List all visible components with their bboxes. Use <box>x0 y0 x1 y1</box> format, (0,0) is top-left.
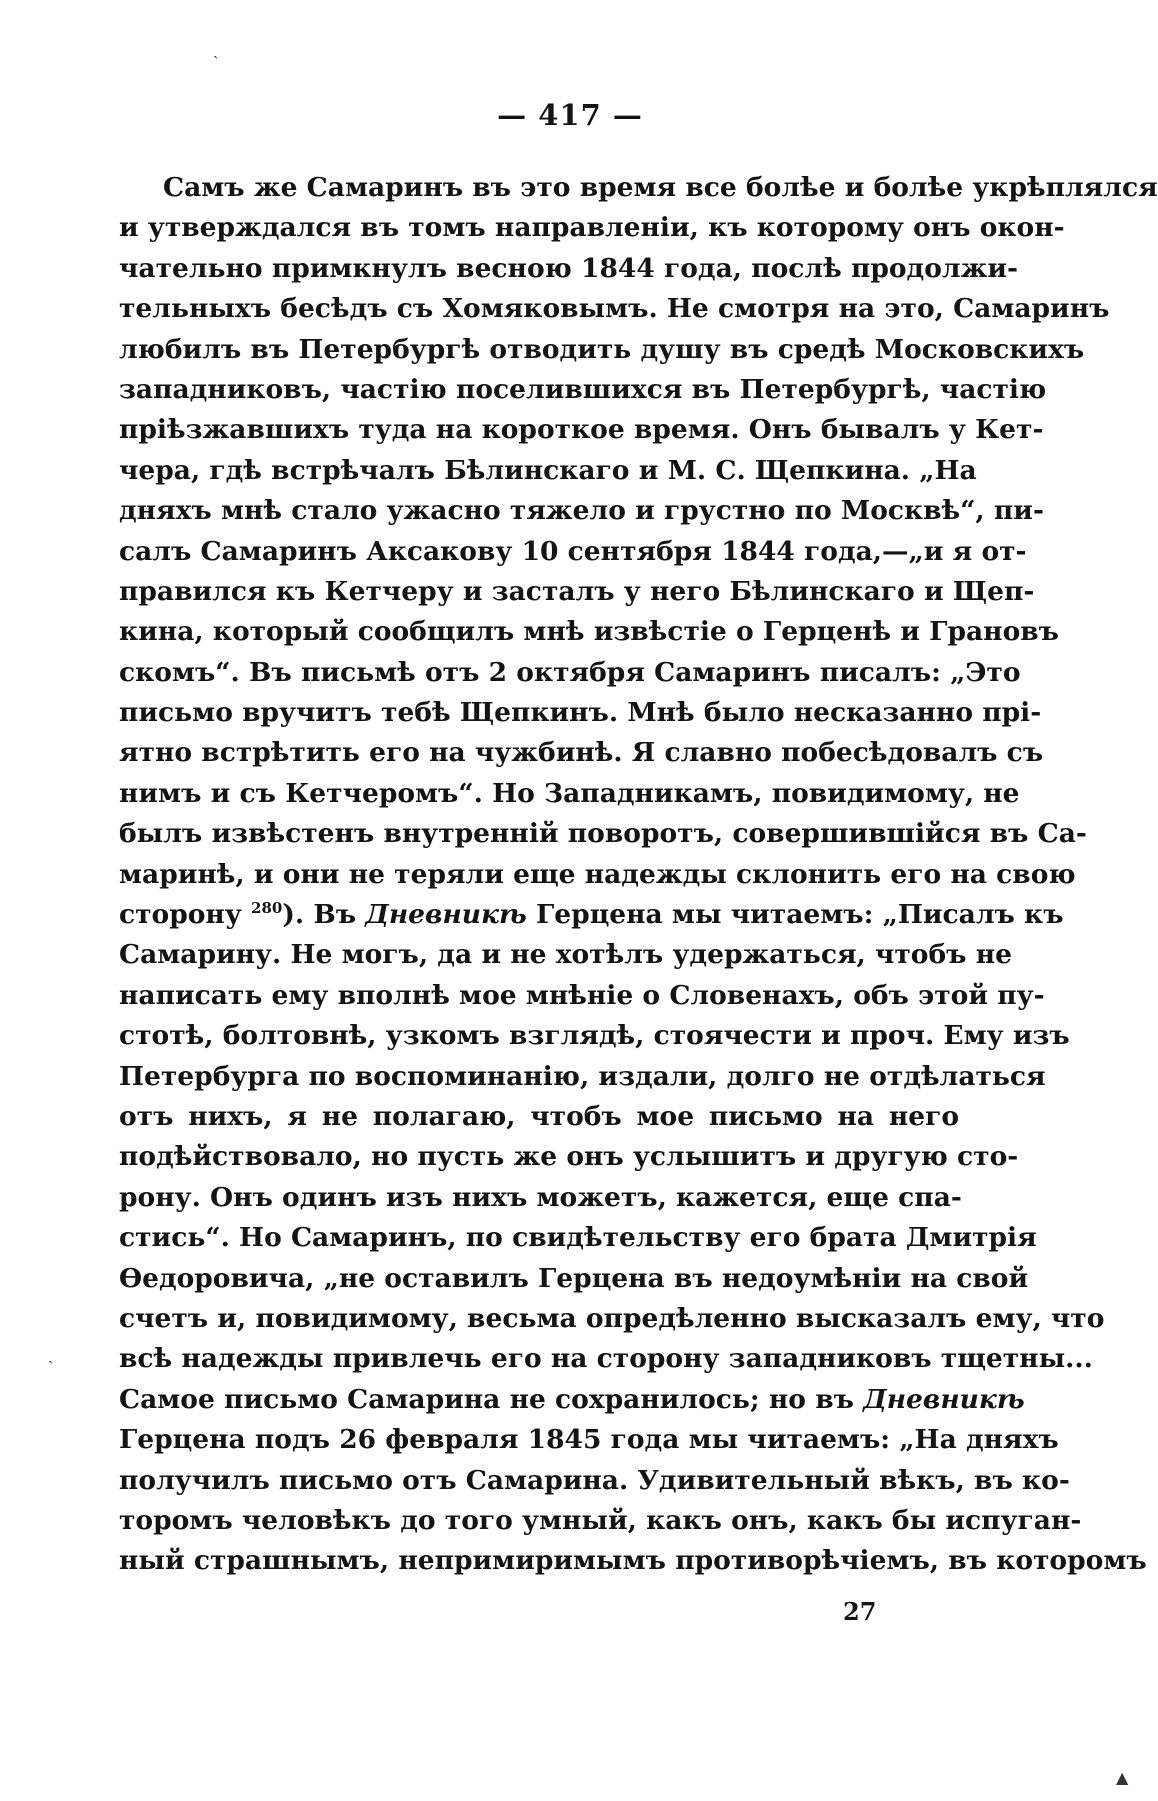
text-line: Герцена подъ 26 февраля 1845 года мы читаемъ: „На дняхъ <box>119 1424 1059 1456</box>
text-line: ный страшнымъ, непримиримымъ противорѣчіемъ, въ которомъ <box>119 1545 1147 1577</box>
text-line: ятно встрѣтить его на чужбинѣ. Я славно побесѣдовалъ съ <box>119 737 1044 769</box>
text-line: и утверждался въ томъ направленіи, къ которому онъ окон- <box>119 212 1065 244</box>
text-line: Петербурга по воспоминанію, издали, долго не отдѣлаться <box>119 1060 1046 1092</box>
text-line: маринѣ, и они не теряли еще надежды склонить его на свою <box>119 858 1076 890</box>
text-line: Самъ же Самаринъ въ это время все болѣе и болѣе укрѣплялся <box>163 172 1158 203</box>
text-line: скомъ“. Въ письмѣ отъ 2 октября Самаринъ писалъ: „Это <box>119 656 1021 688</box>
body-text <box>119 168 1158 1582</box>
text-run: сторону <box>119 899 252 931</box>
text-run: Герцена мы читаемъ: „Писалъ къ <box>526 899 1064 931</box>
text-line: любилъ въ Петербургѣ отводить душу въ средѣ Московскихъ <box>119 333 1085 365</box>
text-line: чательно примкнулъ весною 1844 года, послѣ продолжи- <box>119 252 1018 284</box>
text-line: чера, гдѣ встрѣчалъ Бѣлинскаго и М. С. Щепкина. „На <box>119 454 977 486</box>
text-line: отъ нихъ, я не полагаю, чтобъ мое письмо на него <box>119 1100 959 1132</box>
page-number: — 417 — <box>497 98 643 132</box>
italic-title: Дневникѣ <box>863 1383 1025 1415</box>
printer-signature-mark: 27 <box>843 1597 877 1626</box>
text-line: западниковъ, частію поселившихся въ Петербургѣ, частію <box>119 373 1047 405</box>
text-line: стотѣ, болтовнѣ, узкомъ взглядѣ, стоячести и проч. Ему изъ <box>119 1020 1070 1052</box>
text-line: правился къ Кетчеру и засталъ у него Бѣлинскаго и Щеп- <box>119 575 1035 607</box>
text-line: письмо вручитъ тебѣ Щепкинъ. Мнѣ было несказанно прі- <box>119 697 1042 729</box>
text-line: былъ извѣстенъ внутренній поворотъ, совершившійся въ Са- <box>119 818 1087 850</box>
text-line: тельныхъ бесѣдъ съ Хомяковымъ. Не смотря на это, Самаринъ <box>119 293 1110 325</box>
text-line: дняхъ мнѣ стало ужасно тяжело и грустно по Москвѣ“, пи- <box>119 495 1044 527</box>
text-line: кина, который сообщилъ мнѣ извѣстіе о Герценѣ и Грановъ <box>119 616 1059 648</box>
text-line: рону. Онъ одинъ изъ нихъ можетъ, кажется, еще спа- <box>119 1181 962 1213</box>
text-run: Самое письмо Самарина не сохранилось; но въ <box>119 1383 854 1415</box>
text-line: торомъ человѣкъ до того умный, какъ онъ, какъ бы испуган- <box>119 1504 1082 1536</box>
scan-speck: ▲ <box>1116 1768 1129 1787</box>
text-line: подѣйствовало, но пусть же онъ услышитъ и другую сто- <box>119 1141 1019 1173</box>
text-line: всѣ надежды привлечь его на сторону западниковъ тщетны... <box>119 1343 1093 1375</box>
text-line: пріѣзжавшихъ туда на короткое время. Онъ бывалъ у Кет- <box>119 414 1044 446</box>
italic-title: Дневникѣ <box>365 899 527 931</box>
text-line: стись“. Но Самаринъ, по свидѣтельству его брата Дмитрія <box>119 1222 1037 1254</box>
text-line-with-italic <box>119 1380 1025 1420</box>
text-line: счетъ и, повидимому, весьма опредѣленно высказалъ ему, что <box>119 1302 1105 1334</box>
text-line: нимъ и съ Кетчеромъ“. Но Западникамъ, повидимому, не <box>119 777 1020 809</box>
scan-speck: ˏ <box>48 1345 54 1364</box>
text-line: написать ему вполнѣ мое мнѣніе о Словенахъ, объ этой пу- <box>119 979 1045 1011</box>
text-line: Самарину. Не могъ, да и не хотѣлъ удержаться, чтобъ не <box>119 939 1012 971</box>
text-line: салъ Самаринъ Аксакову 10 сентября 1844 года,—„и я от- <box>119 535 1027 567</box>
text-run: ). Въ <box>282 899 366 931</box>
text-line: Ѳедоровича, „не оставилъ Герцена въ недоумѣніи на свой <box>119 1262 1029 1294</box>
scan-speck: ˏ <box>213 40 219 59</box>
text-line: получилъ письмо отъ Самарина. Удивительный вѣкъ, въ ко- <box>119 1464 1070 1496</box>
footnote-reference: 280 <box>251 899 283 918</box>
text-line-with-footnote <box>119 895 1064 935</box>
